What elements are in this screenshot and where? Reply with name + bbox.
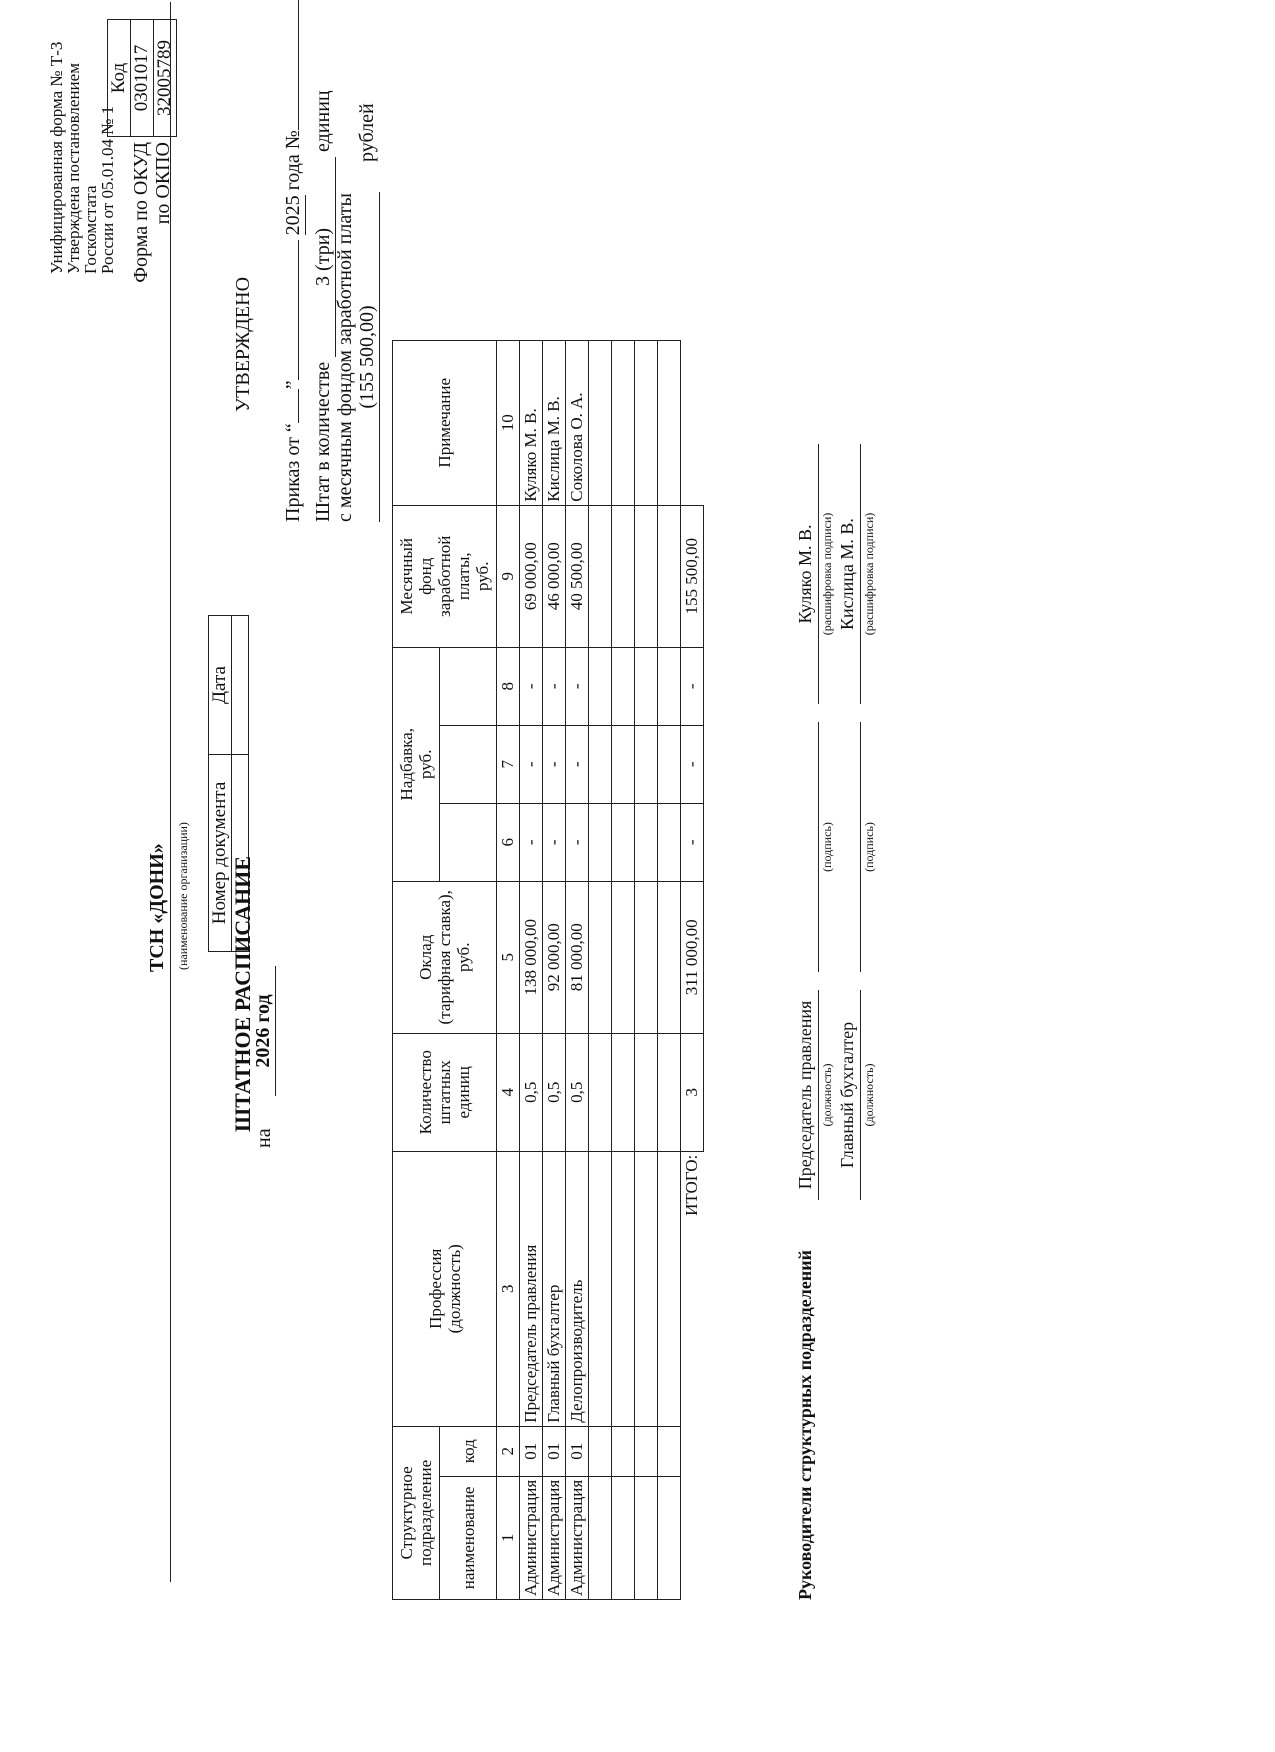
form-header [48, 0, 116, 274]
title-prefix: на [253, 1128, 275, 1148]
order-suffix: года № [282, 130, 304, 191]
org-name: ТСН «ДОНИ» [146, 843, 168, 972]
sig1-name-caption: (расшифровка подписи) [820, 512, 834, 636]
table-row: Администрация 01 Делопроизводитель 0,5 81 000,00 - - - 40 500,00 Соколова О. А. [566, 340, 589, 1599]
order-prefix: Приказ от “ [282, 423, 304, 522]
header-allowance-b [440, 725, 497, 803]
sig2-position: Главный бухгалтер [837, 1021, 857, 1169]
heads-label: Руководители структурных подразделений [795, 1250, 815, 1600]
sig1-position-caption: (должность) [820, 1063, 834, 1127]
sig1-position: Председатель правления [795, 1000, 815, 1190]
header-count: Количество штатных единиц [393, 1033, 497, 1151]
sig1-signature-line [818, 722, 819, 972]
col-num: 10 [497, 340, 520, 505]
sig1-name: Куляко М. В. [795, 524, 815, 624]
staff-prefix: Штат в количестве [312, 361, 334, 522]
col-num: 1 [497, 1476, 520, 1599]
col-num: 3 [497, 1151, 520, 1426]
sig2-position-caption: (должность) [862, 1063, 876, 1127]
table-row: Администрация 01 Председатель правления 0,5 138 000,00 - - - 69 000,00 Куляко М. В. [520, 340, 543, 1599]
empty-row [635, 340, 658, 1599]
document-title: ШТАТНОЕ РАСПИСАНИЕ [230, 856, 255, 1132]
order-year: 2025 [282, 195, 304, 236]
col-num: 6 [497, 803, 520, 881]
header-position: Профессия (должность) [393, 1151, 497, 1426]
okud-label: Форма по ОКУД [130, 142, 152, 283]
header-name: наименование [440, 1476, 497, 1599]
form-line-3: России от 05.01.04 № 1 [98, 105, 117, 274]
col-num: 9 [497, 505, 520, 647]
approved-label: УТВЕРЖДЕНО [232, 276, 254, 412]
column-numbers-row [497, 340, 520, 1599]
fund-value: (155 500,00) [356, 192, 380, 522]
header-allowance-a [440, 803, 497, 881]
header-salary: Оклад (тарифная ставка), руб. [393, 881, 497, 1033]
sig2-name-caption: (расшифровка подписи) [862, 512, 876, 636]
header-allowance: Надбавка, руб. [393, 647, 440, 881]
empty-row [612, 340, 635, 1599]
doc-number-label: Номер документа [209, 755, 232, 952]
staff-line [312, 157, 336, 522]
okpo-value: 32005789 [154, 20, 177, 137]
empty-row [589, 340, 612, 1599]
header-allowance-c [440, 647, 497, 725]
staffing-table [392, 340, 704, 1600]
col-num: 5 [497, 881, 520, 1033]
col-num: 8 [497, 647, 520, 725]
fund-prefix: с месячным фондом заработной платы [334, 193, 356, 522]
okud-value: 0301017 [131, 20, 154, 137]
sig2-signature-caption: (подпись) [862, 822, 876, 872]
staff-value: 3 (три) [312, 157, 336, 357]
table-row: Администрация 01 Главный бухгалтер 0,5 92 000,00 - - - 46 000,00 Кислица М. В. [543, 340, 566, 1599]
okpo-label: по ОКПО [152, 142, 174, 225]
header-code: код [440, 1426, 497, 1476]
doc-date-value [232, 616, 249, 755]
form-line-2: Утверждена постановлением Госкомстата [64, 63, 100, 274]
empty-row [658, 340, 681, 1599]
total-row: ИТОГО: 3 311 000,00 - - - 155 500,00 [681, 340, 704, 1599]
form-line-1: Унифицированная форма № Т-3 [47, 41, 66, 274]
order-quote: ” [282, 380, 304, 390]
col-num: 4 [497, 1033, 520, 1151]
title-period: 2026 год [252, 966, 276, 1096]
order-line [282, 0, 306, 522]
doc-date-label: Дата [209, 616, 232, 755]
col-num: 2 [497, 1426, 520, 1476]
header-dept: Структурное подразделение [393, 1426, 440, 1599]
sig2-name: Кислица М. В. [837, 518, 857, 630]
org-caption: (наименование организации) [176, 822, 190, 970]
header-fund: Месячный фонд заработной платы, руб. [393, 505, 497, 647]
total-label: ИТОГО: [681, 1151, 704, 1599]
header-note: Примечание [393, 340, 497, 505]
codes-table [107, 19, 177, 137]
col-num: 7 [497, 725, 520, 803]
codes-head: Код [108, 20, 131, 137]
sig1-signature-caption: (подпись) [820, 822, 834, 872]
org-line [170, 2, 171, 1582]
fund-unit: рублей [356, 103, 378, 162]
staff-unit: единиц [312, 90, 334, 152]
sig2-signature-line [860, 722, 861, 972]
